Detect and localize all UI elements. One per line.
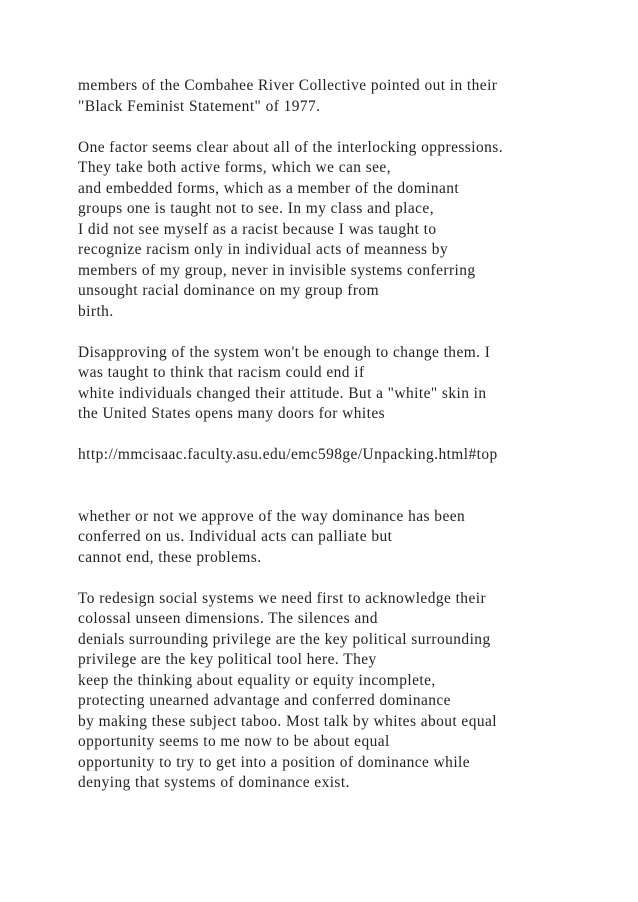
text-line: They take both active forms, which we can see,: [78, 159, 392, 176]
paragraph-gap: [78, 466, 618, 507]
document-body: [78, 76, 618, 794]
text-line: was taught to think that racism could end if: [78, 364, 365, 381]
paragraph: [78, 445, 618, 466]
text-line: One factor seems clear about all of the interlocking oppressions.: [78, 138, 504, 156]
text-line: To redesign social systems we need first to acknowledge their: [78, 589, 487, 607]
text-line: whether or not we approve of the way dominance has been: [78, 507, 466, 525]
text-line: denials surrounding privilege are the key political surrounding: [78, 630, 491, 648]
text-line: denying that systems of dominance exist.: [78, 774, 350, 791]
text-line: cannot end, these problems.: [78, 548, 262, 566]
text-line: Disapproving of the system won't be enough to change them. I: [78, 343, 491, 361]
text-line: white individuals changed their attitude. But a "white" skin in: [78, 384, 487, 402]
text-line: members of my group, never in invisible systems conferring: [78, 261, 476, 279]
paragraph-gap: [78, 568, 618, 589]
text-line: colossal unseen dimensions. The silences and: [78, 610, 378, 627]
text-line: by making these subject taboo. Most talk by whites about equal: [78, 712, 498, 730]
text-line: and embedded forms, which as a member of the dominant: [78, 179, 460, 197]
text-line: recognize racism only in individual acts of meanness by: [78, 241, 449, 258]
paragraph: [78, 343, 618, 425]
text-line: privilege are the key political tool here. They: [78, 651, 377, 668]
text-line: groups one is taught not to see. In my class and place,: [78, 200, 435, 217]
paragraph: [78, 589, 618, 794]
text-line: the United States opens many doors for whites: [78, 405, 386, 422]
paragraph-gap: [78, 425, 618, 446]
text-line: birth.: [78, 302, 114, 320]
paragraph-gap: [78, 117, 618, 138]
paragraph: [78, 507, 618, 569]
text-line: unsought racial dominance on my group from: [78, 282, 379, 299]
text-line: "Black Feminist Statement" of 1977.: [78, 97, 321, 115]
text-line: keep the thinking about equality or equity incomplete,: [78, 671, 436, 689]
text-line: conferred on us. Individual acts can palliate but: [78, 528, 393, 545]
paragraph: [78, 138, 618, 323]
text-line: opportunity seems to me now to be about equal: [78, 733, 390, 750]
text-line: I did not see myself as a racist because I was taught to: [78, 220, 437, 238]
source-url-line: http://mmcisaac.faculty.asu.edu/emc598ge/Unpacking.html#top: [78, 446, 498, 463]
text-line: members of the Combahee River Collective pointed out in their: [78, 77, 498, 94]
text-line: opportunity to try to get into a position of dominance while: [78, 753, 471, 771]
text-line: protecting unearned advantage and conferred dominance: [78, 692, 451, 709]
paragraph-gap: [78, 322, 618, 343]
paragraph: [78, 76, 618, 117]
